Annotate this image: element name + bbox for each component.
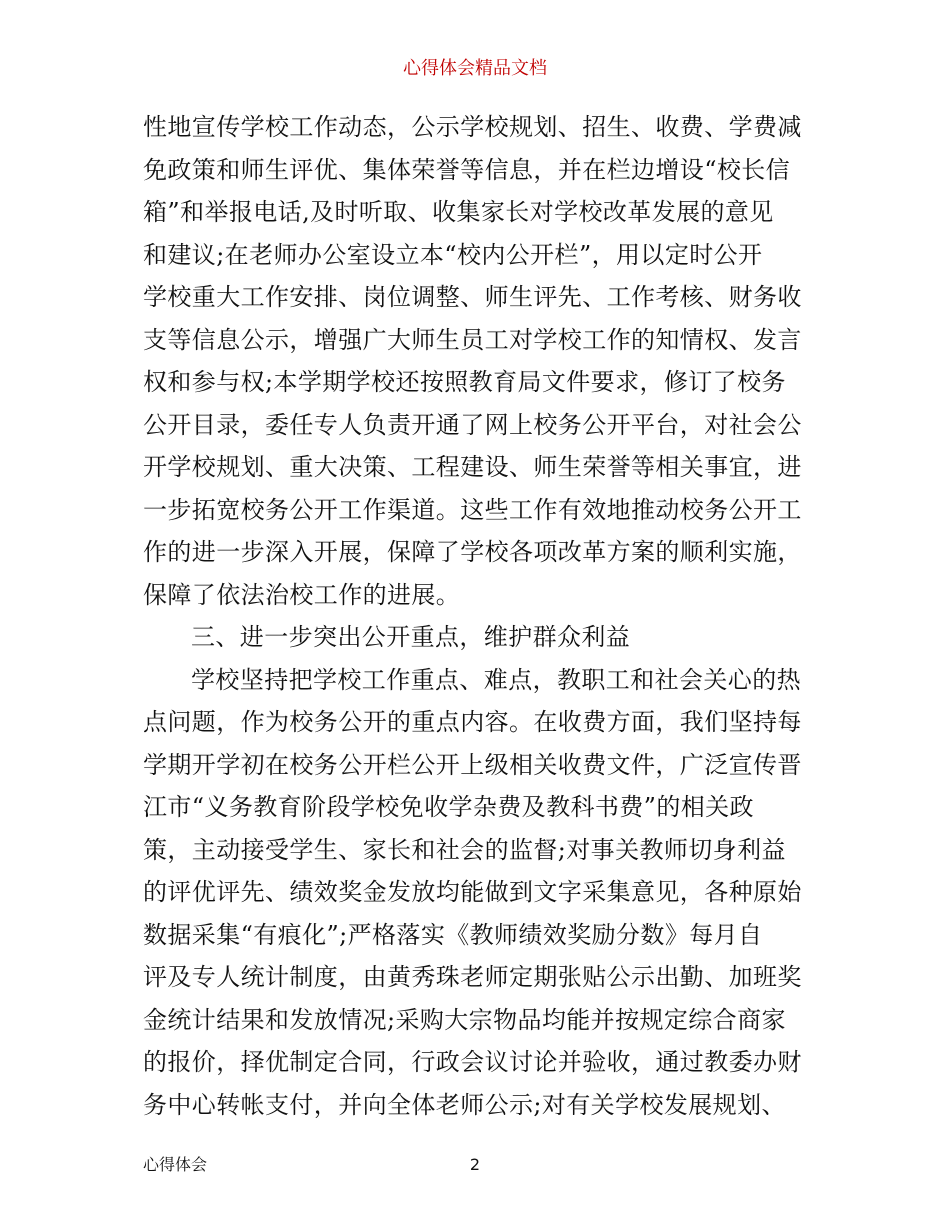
text-line: 公开目录，委任专人负责开通了网上校务公开平台，对社会公 xyxy=(143,410,802,439)
text-line: 箱”和举报电话,及时听取、收集家长对学校改革发展的意见 xyxy=(143,198,774,226)
text-line: 保障了依法治校工作的进展。 xyxy=(143,580,461,609)
document-header-title: 心得体会精品文档 xyxy=(403,58,547,79)
text-line: 数据采集“有痕化”;严格落实《教师绩效奖励分数》每月自 xyxy=(143,920,763,949)
text-line: 作的进一步深入开展，保障了学校各项改革方案的顺利实施， xyxy=(143,538,802,566)
text-line: 学校坚持把学校工作重点、难点，教职工和社会关心的热 xyxy=(191,665,801,694)
text-line: 点问题，作为校务公开的重点内容。在收费方面，我们坚持每 xyxy=(143,708,802,736)
text-line: 性地宣传学校工作动态，公示学校规划、招生、收费、学费减 xyxy=(143,113,802,141)
text-line: 免政策和师生评优、集体荣誉等信息，并在栏边增设“校长信 xyxy=(143,155,791,184)
section-heading: 三、进一步突出公开重点，维护群众利益 xyxy=(191,623,631,651)
text-line: 江市“义务教育阶段学校免收学杂费及教科书费”的相关政 xyxy=(143,793,754,821)
text-line: 和建议;在老师办公室设立本“校内公开栏”，用以定时公开 xyxy=(143,240,763,269)
text-line: 支等信息公示，增强广大师生员工对学校工作的知情权、发言 xyxy=(143,325,802,354)
footer-label: 心得体会 xyxy=(143,1155,208,1174)
text-line: 学校重大工作安排、岗位调整、师生评先、工作考核、财务收 xyxy=(143,283,802,311)
text-line: 学期开学初在校务公开栏公开上级相关收费文件，广泛宣传晋 xyxy=(143,750,802,779)
text-line: 金统计结果和发放情况;采购大宗物品均能并按规定综合商家 xyxy=(143,1005,786,1034)
text-line: 评及专人统计制度，由黄秀珠老师定期张贴公示出勤、加班奖 xyxy=(143,963,802,991)
text-line: 权和参与权;本学期学校还按照教育局文件要求，修订了校务 xyxy=(143,368,786,396)
text-line: 一步拓宽校务公开工作渠道。这些工作有效地推动校务公开工 xyxy=(143,495,802,524)
document-body xyxy=(143,106,815,1126)
page-number: 2 xyxy=(469,1155,481,1174)
text-line: 策，主动接受学生、家长和社会的监督;对事关教师切身利益 xyxy=(143,835,786,864)
text-line: 的评优评先、绩效奖金发放均能做到文字采集意见，各种原始 xyxy=(143,878,802,906)
text-line: 务中心转帐支付，并向全体老师公示;对有关学校发展规划、 xyxy=(143,1090,786,1119)
text-line: 开学校规划、重大决策、工程建设、师生荣誉等相关事宜，进 xyxy=(143,453,802,481)
text-line: 的报价，择优制定合同，行政会议讨论并验收，通过教委办财 xyxy=(143,1048,802,1076)
